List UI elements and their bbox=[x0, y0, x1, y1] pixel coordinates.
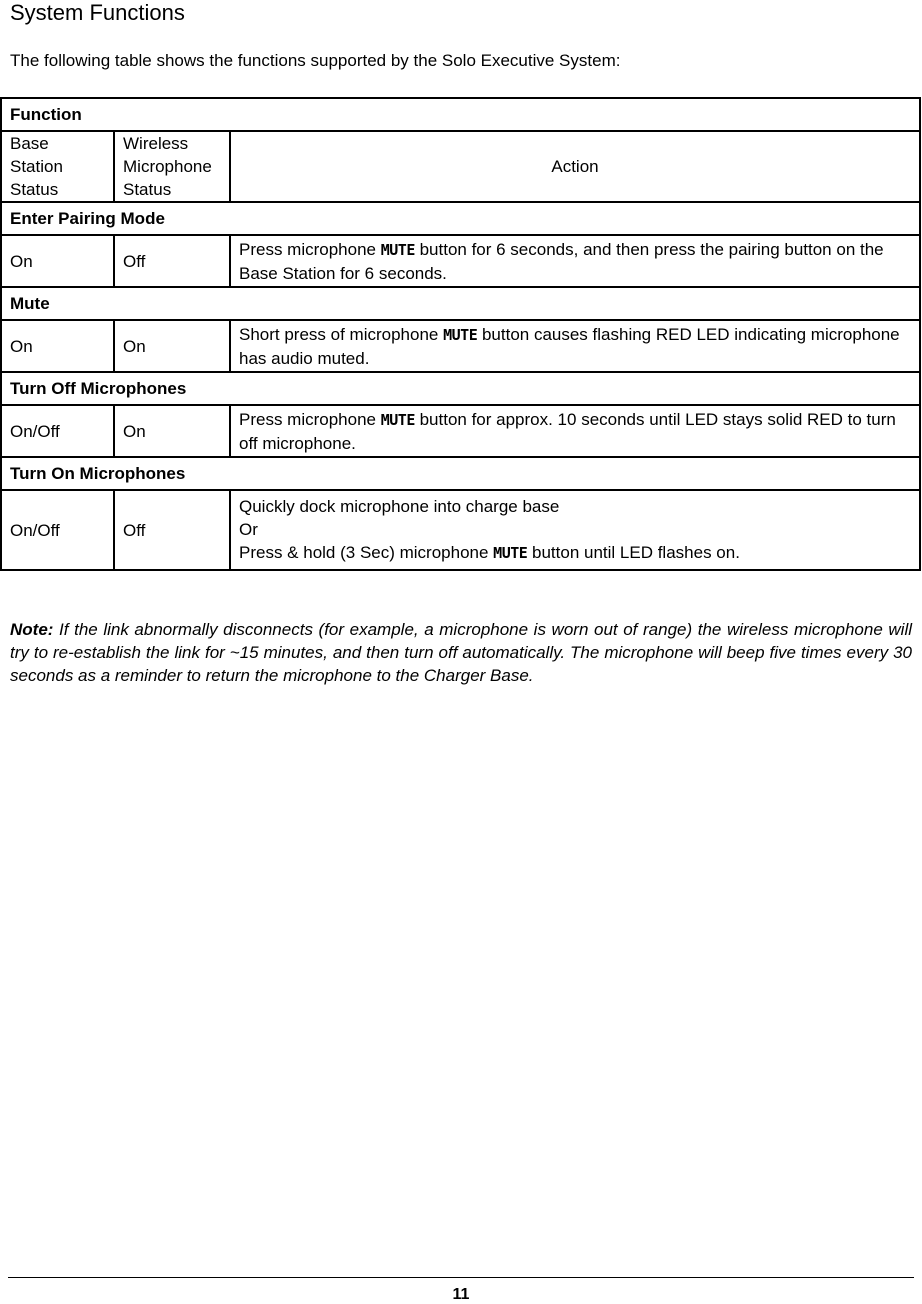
microphone-status: On bbox=[114, 405, 230, 457]
microphone-status: On bbox=[114, 320, 230, 372]
section-row-pairing bbox=[1, 202, 920, 235]
column-header-wireless-microphone: Wireless Microphone Status bbox=[114, 131, 230, 202]
action-cell: Press microphone MUTE button for approx. 10 seconds until LED stays solid RED to turn off microphone. bbox=[230, 405, 920, 457]
page-number: 11 bbox=[452, 1286, 470, 1303]
section-row-mute bbox=[1, 287, 920, 320]
intro-text: The following table shows the functions supported by the Solo Executive System: bbox=[10, 51, 621, 70]
column-header-action: Action bbox=[230, 131, 920, 202]
table-title: Function bbox=[1, 98, 920, 131]
table-row bbox=[1, 320, 920, 372]
section-row-turn-on bbox=[1, 457, 920, 490]
base-station-status: On/Off bbox=[1, 490, 114, 570]
table-title-row bbox=[1, 98, 920, 131]
section-title: Enter Pairing Mode bbox=[1, 202, 920, 235]
note-paragraph bbox=[10, 618, 912, 687]
functions-table bbox=[0, 97, 921, 571]
section-title: Mute bbox=[1, 287, 920, 320]
mute-keyword: MUTE bbox=[443, 325, 478, 344]
column-header-row bbox=[1, 131, 920, 202]
mute-keyword: MUTE bbox=[380, 240, 415, 259]
page-title: System Functions bbox=[10, 0, 185, 25]
microphone-status: Off bbox=[114, 490, 230, 570]
column-header-base-station: Base Station Status bbox=[1, 131, 114, 202]
note-label: Note: bbox=[10, 620, 54, 639]
microphone-status: Off bbox=[114, 235, 230, 287]
mute-keyword: MUTE bbox=[380, 410, 415, 429]
section-title: Turn On Microphones bbox=[1, 457, 920, 490]
note-text: If the link abnormally disconnects (for example, a microphone is worn out of range) the wireless microphone will try to re-establish the link for ~15 minutes, and then turn off automatically. The microphone will beep five times every 30 seconds as a reminder to return the microphone to the Charger Base. bbox=[10, 620, 912, 685]
table-row bbox=[1, 490, 920, 570]
base-station-status: On bbox=[1, 235, 114, 287]
footer-divider bbox=[8, 1277, 914, 1278]
action-cell: Short press of microphone MUTE button causes flashing RED LED indicating microphone has audio muted. bbox=[230, 320, 920, 372]
section-row-turn-off bbox=[1, 372, 920, 405]
base-station-status: On/Off bbox=[1, 405, 114, 457]
section-title: Turn Off Microphones bbox=[1, 372, 920, 405]
base-station-status: On bbox=[1, 320, 114, 372]
table-row bbox=[1, 405, 920, 457]
action-cell: Quickly dock microphone into charge base Or Press & hold (3 Sec) microphone MUTE button until LED flashes on. bbox=[230, 490, 920, 570]
table-row bbox=[1, 235, 920, 287]
mute-keyword: MUTE bbox=[493, 544, 528, 562]
action-cell: Press microphone MUTE button for 6 seconds, and then press the pairing button on the Base Station for 6 seconds. bbox=[230, 235, 920, 287]
